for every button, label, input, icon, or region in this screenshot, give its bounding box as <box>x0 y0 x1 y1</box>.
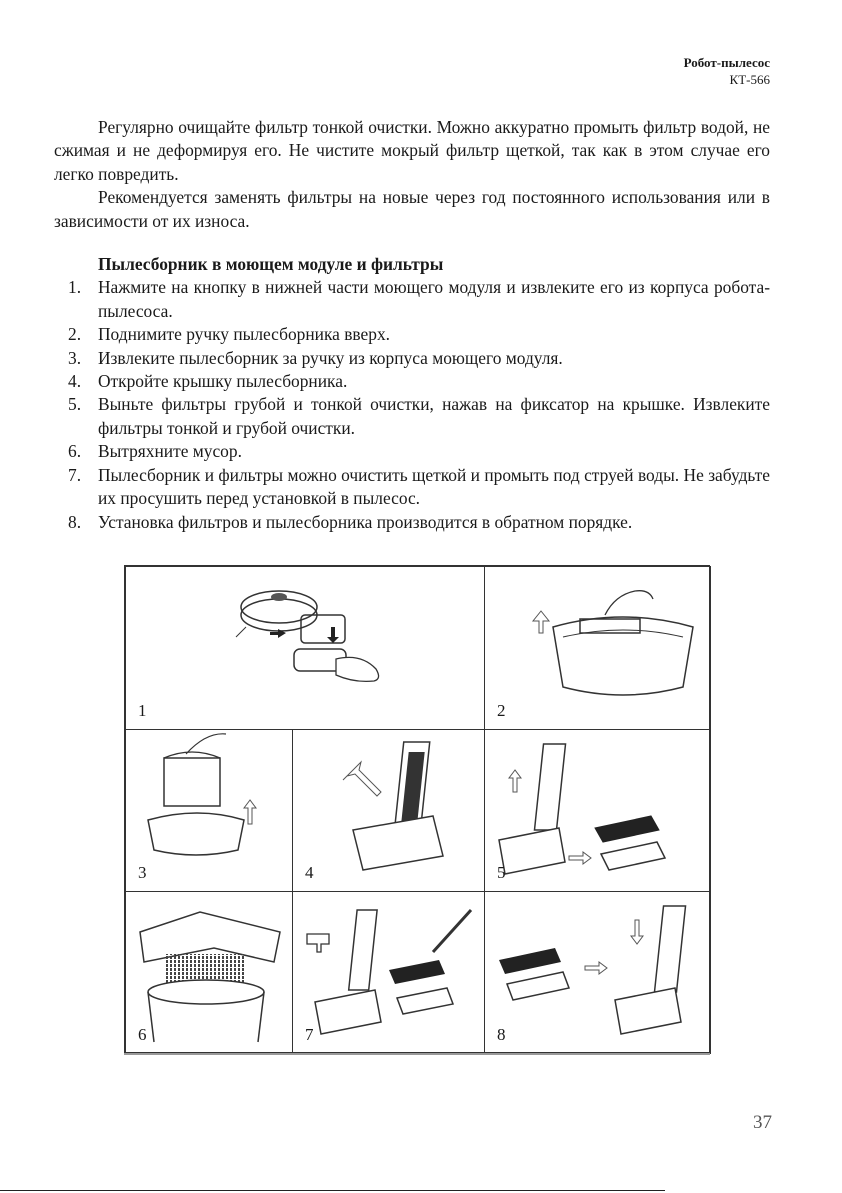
document-body <box>54 116 770 534</box>
step-item: 2. Поднимите ручку пылесборника вверх. <box>68 324 390 345</box>
figure-cell-2 <box>484 566 711 730</box>
page-number: 37 <box>753 1112 772 1133</box>
figure-label: 1 <box>138 701 147 720</box>
filter-removal-illustration <box>485 730 711 892</box>
figure-cell-4 <box>292 729 485 892</box>
robot-removal-illustration <box>126 567 485 730</box>
figure-label: 7 <box>305 1025 314 1044</box>
figure-label: 2 <box>497 701 506 720</box>
figure-label: 6 <box>138 1025 147 1044</box>
figure-label: 5 <box>497 863 506 882</box>
bottom-rule <box>0 1190 665 1191</box>
step-item: 7. Пылесборник и фильтры можно очистить щеткой и промыть под струей воды. Не забудьте их просушить перед установкой в пылесос. <box>68 464 770 509</box>
dustbin-handle-illustration <box>485 567 711 730</box>
page-header <box>684 54 770 88</box>
figure-cell-8 <box>484 891 711 1054</box>
dustbin-lid-open-illustration <box>293 730 485 892</box>
figure-cell-1 <box>125 566 485 730</box>
step-item: 1. Нажмите на кнопку в нижней части моющего модуля и извлеките его из корпуса робота-пылесоса. <box>68 277 770 321</box>
figure-label: 3 <box>138 863 147 882</box>
step-item: 5. Выньте фильтры грубой и тонкой очистки, нажав на фиксатор на крышке. Извлеките фильтры тонкой и грубой очистки. <box>68 394 770 438</box>
steps-list <box>54 276 770 533</box>
step-item: 8. Установка фильтров и пылесборника производится в обратном порядке. <box>68 511 633 532</box>
section-title: Пылесборник в моющем модуле и фильтры <box>98 254 444 275</box>
figure-grid-underline <box>124 1053 710 1055</box>
dustbin-lift-illustration <box>126 730 293 892</box>
intro-paragraph-1: Регулярно очищайте фильтр тонкой очистки. Можно аккуратно промыть фильтр водой, не сжимая и не деформируя его. Не чистите мокрый фильтр щеткой, так как в этом случае его легко повредить. <box>54 117 770 184</box>
figure-cell-5 <box>484 729 711 892</box>
figure-label: 4 <box>305 863 314 882</box>
header-product: Робот-пылесос <box>683 55 770 70</box>
figure-cell-7 <box>292 891 485 1054</box>
clean-wash-illustration <box>293 892 485 1054</box>
figure-cell-3 <box>125 729 293 892</box>
step-item: 3. Извлеките пылесборник за ручку из корпуса моющего модуля. <box>68 347 563 368</box>
figure-cell-6 <box>125 891 293 1054</box>
step-item: 4. Откройте крышку пылесборника. <box>68 371 348 392</box>
figure-label: 8 <box>497 1025 506 1044</box>
step-item: 6. Вытряхните мусор. <box>68 441 242 462</box>
instruction-figure-grid <box>124 565 710 1053</box>
reassembly-illustration <box>485 892 711 1054</box>
intro-paragraph-2: Рекомендуется заменять фильтры на новые через год постоянного использования или в зависимости от их износа. <box>54 187 770 231</box>
empty-debris-illustration <box>126 892 293 1054</box>
header-model: КТ-566 <box>729 72 770 87</box>
